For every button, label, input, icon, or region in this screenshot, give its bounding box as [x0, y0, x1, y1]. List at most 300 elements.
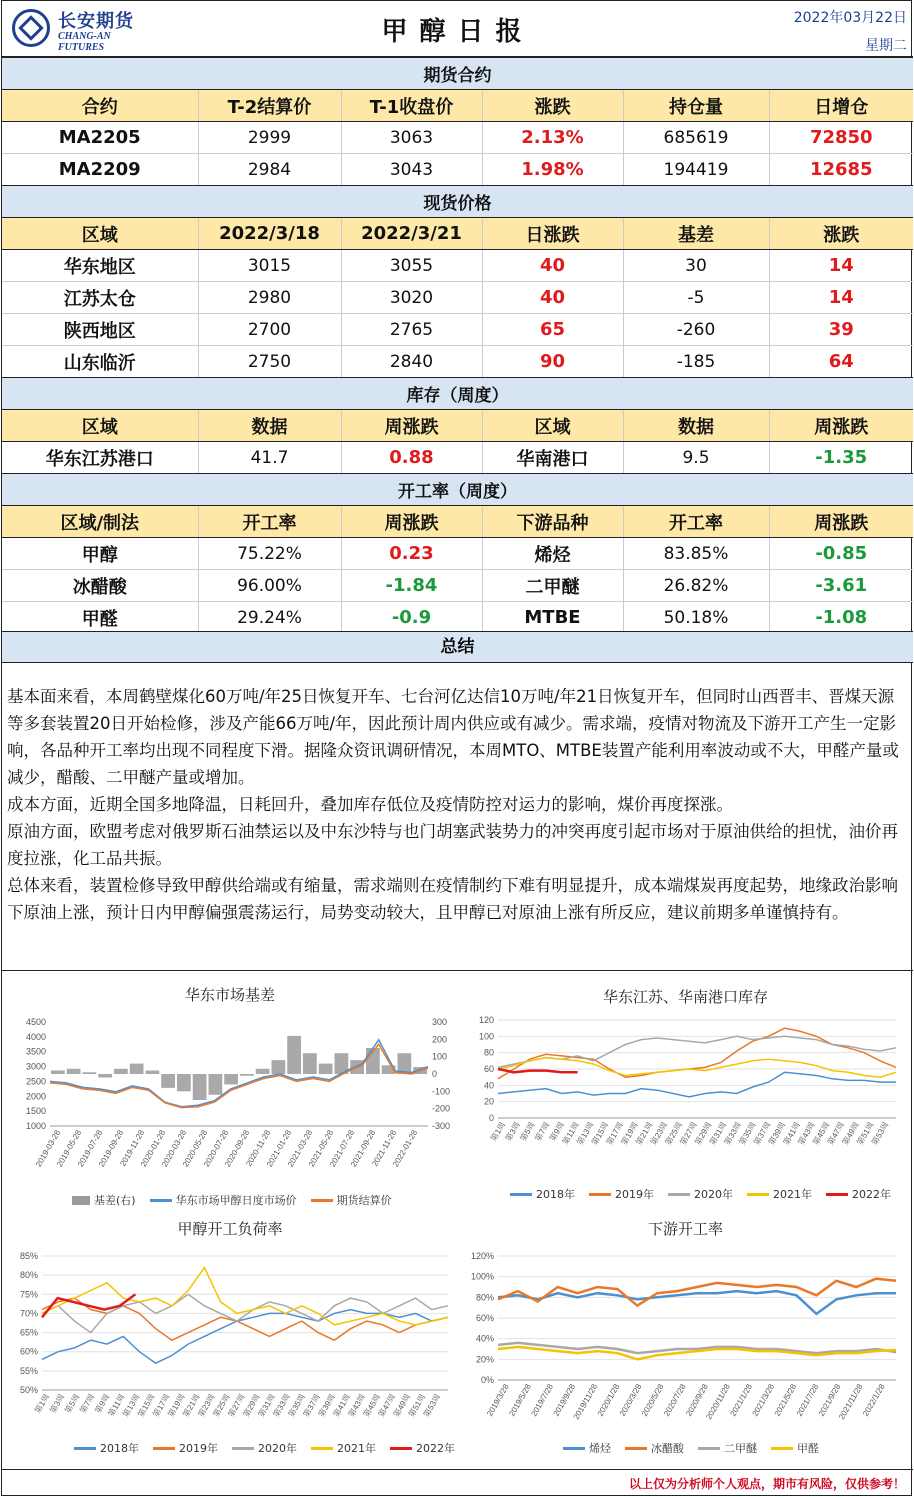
table-cell: 75.22%: [198, 538, 341, 570]
spot-header-row: [2, 218, 913, 250]
legend-item: 2018年: [74, 1440, 139, 1456]
y-tick-label: 55%: [19, 1365, 38, 1376]
change-cell: -1.08: [769, 602, 913, 634]
x-tick-label: 第51周: [855, 1120, 876, 1147]
x-tick-label: 第33周: [271, 1392, 292, 1419]
x-tick-label: 2019-07-28: [75, 1128, 105, 1169]
x-tick-label: 第5周: [63, 1392, 82, 1415]
table-cell: 26.82%: [623, 570, 769, 602]
basis-bar: [224, 1074, 238, 1084]
x-tick-label: 第47周: [376, 1392, 398, 1419]
basis-bar: [51, 1071, 65, 1074]
chart-title: 下游开工率: [647, 1220, 723, 1238]
table-cell: 2750: [198, 346, 341, 378]
y-tick-label: 3500: [25, 1046, 46, 1057]
table-cell: -5: [623, 282, 769, 314]
table-cell: 29.24%: [198, 602, 341, 634]
change-cell: 64: [769, 346, 913, 378]
x-tick-label: 2019/11/28: [571, 1382, 600, 1422]
x-tick-label: 2021/9/28: [816, 1382, 843, 1418]
x-tick-label: 第11周: [106, 1392, 127, 1419]
x-tick-label: 第29周: [241, 1392, 262, 1419]
y-tick-label: 20%: [475, 1354, 494, 1365]
y-tick-label: 80%: [475, 1292, 494, 1303]
y-tick-label: 60%: [19, 1346, 38, 1357]
table-cell: 2840: [341, 346, 482, 378]
basis-bar: [98, 1074, 112, 1077]
y-tick-label: 0%: [480, 1375, 494, 1385]
table-cell: 96.00%: [198, 570, 341, 602]
y-tick-label: 20: [483, 1096, 494, 1107]
chart-legend: [510, 1186, 891, 1202]
chart-title: 华东市场基差: [184, 986, 275, 1004]
y-tick-label: 75%: [19, 1289, 38, 1300]
region-name: 陕西地区: [2, 314, 198, 346]
table-cell: 3043: [341, 154, 482, 186]
legend-item: 2022年: [826, 1186, 891, 1202]
x-tick-label: 第15周: [590, 1120, 611, 1147]
basis-bar: [272, 1060, 286, 1074]
product-name: 甲醛: [2, 602, 198, 634]
basis-bar: [193, 1074, 207, 1100]
table-cell: 3063: [341, 122, 482, 154]
table-cell: 2700: [198, 314, 341, 346]
table-row: [2, 282, 913, 314]
x-tick-label: 第17周: [151, 1392, 172, 1419]
legend-item: 2020年: [232, 1440, 297, 1456]
table-row: [2, 570, 913, 602]
y-tick-label: 60%: [475, 1313, 494, 1323]
y-tick-label: 85%: [19, 1251, 38, 1261]
basis-bar: [130, 1064, 144, 1074]
x-tick-label: 第45周: [361, 1392, 383, 1419]
table-cell: 3020: [341, 282, 482, 314]
summary-paragraph: 原油方面，欧盟考虑对俄罗斯石油禁运以及中东沙特与也门胡塞武装势力的冲突再度引起市场对于原油供给的担忧，油价再度拉涨，化工品共振。: [7, 822, 898, 868]
region-name: 华东江苏港口: [2, 442, 198, 474]
x-tick-label: 2020-01-28: [138, 1128, 168, 1169]
operating-section-title: 开工率（周度）: [2, 474, 913, 506]
change-cell: 39: [769, 314, 913, 346]
col-header: T-2结算价: [198, 90, 341, 122]
y-right-tick-label: 0: [432, 1069, 438, 1079]
col-header: 涨跌: [769, 218, 913, 250]
x-tick-label: 第7周: [533, 1120, 552, 1143]
y-tick-label: 4500: [25, 1017, 46, 1027]
table-cell: 9.5: [623, 442, 769, 474]
change-cell: 14: [769, 250, 913, 282]
legend-item: 2022年: [390, 1440, 455, 1456]
x-tick-label: 第53周: [870, 1120, 891, 1147]
x-tick-label: 第53周: [421, 1392, 443, 1419]
y-tick-label: 0: [488, 1113, 494, 1123]
x-tick-label: 第21周: [181, 1392, 202, 1419]
x-tick-label: 2020/1/28: [595, 1382, 622, 1418]
x-tick-label: 第15周: [136, 1392, 157, 1419]
basis-bar: [161, 1074, 175, 1088]
x-tick-label: 第19周: [166, 1392, 187, 1419]
product-name: 冰醋酸: [2, 570, 198, 602]
legend-item: 2021年: [311, 1440, 376, 1456]
x-tick-label: 2021/1/28: [728, 1382, 755, 1418]
inventory-table: [2, 377, 913, 474]
table-row: [2, 122, 913, 154]
y-tick-label: 1000: [25, 1121, 46, 1131]
x-tick-label: 第31周: [707, 1120, 729, 1147]
table-cell: 2765: [341, 314, 482, 346]
basis-bar: [114, 1069, 128, 1074]
y-tick-label: 120%: [470, 1251, 494, 1261]
y-tick-label: 1500: [25, 1106, 46, 1117]
x-tick-label: 第25周: [211, 1392, 232, 1419]
x-tick-label: 2021-01-28: [264, 1128, 294, 1169]
x-tick-label: 2020/3/28: [617, 1382, 644, 1418]
table-cell: 41.7: [198, 442, 341, 474]
table-cell: 685619: [623, 122, 769, 154]
x-tick-label: 第49周: [391, 1392, 413, 1419]
x-tick-label: 2021/3/28: [750, 1382, 777, 1418]
col-header: 日增仓: [769, 90, 913, 122]
table-row: [2, 442, 913, 474]
series-line: [498, 1058, 896, 1078]
col-header: 周涨跌: [341, 410, 482, 442]
table-cell: 50.18%: [623, 602, 769, 634]
x-tick-label: 第11周: [560, 1120, 581, 1147]
table-row: [2, 314, 913, 346]
basis-bar: [287, 1036, 301, 1074]
change-cell: 14: [769, 282, 913, 314]
product-name: 烯烃: [482, 538, 623, 570]
table-row: [2, 154, 913, 186]
y-tick-label: 50%: [19, 1385, 38, 1395]
y-right-tick-label: -300: [432, 1121, 451, 1131]
legend-item: 冰醋酸: [625, 1440, 684, 1456]
legend-item: 2018年: [510, 1186, 575, 1202]
chart-legend: [74, 1440, 455, 1456]
x-tick-label: 第31周: [256, 1392, 277, 1419]
x-tick-label: 第45周: [811, 1120, 832, 1147]
table-cell: 2999: [198, 122, 341, 154]
downstream-operating-chart: [458, 1214, 913, 1466]
col-header: 数据: [623, 410, 769, 442]
product-name: MTBE: [482, 602, 623, 634]
chart-title: 华东江苏、华南港口库存: [602, 988, 768, 1006]
change-cell: -0.9: [341, 602, 482, 634]
chart-title: 甲醇开工负荷率: [177, 1220, 283, 1238]
change-cell: -3.61: [769, 570, 913, 602]
logo-en-text: CHANG-AN FUTURES: [58, 31, 111, 53]
col-header: 基差: [623, 218, 769, 250]
x-tick-label: 2021-05-28: [306, 1128, 336, 1169]
x-tick-label: 2019-09-28: [96, 1128, 126, 1169]
spot-section-title: 现货价格: [2, 186, 913, 218]
basis-chart: [2, 976, 458, 1214]
x-tick-label: 第37周: [752, 1120, 773, 1147]
futures-table: [2, 57, 913, 186]
table-row: [2, 346, 913, 378]
x-tick-label: 2020-11-28: [244, 1128, 273, 1168]
change-cell: -0.85: [769, 538, 913, 570]
logo-cn-text: 长安期货: [58, 11, 134, 32]
operating-header-row: [2, 506, 913, 538]
x-tick-label: 第3周: [48, 1392, 67, 1415]
change-cell: 40: [482, 282, 623, 314]
table-row: [2, 538, 913, 570]
methanol-operating-chart: [2, 1214, 458, 1466]
basis-bar: [303, 1053, 317, 1074]
legend-item: 2019年: [589, 1186, 654, 1202]
change-cell: 2.13%: [482, 122, 623, 154]
table-cell: 3015: [198, 250, 341, 282]
x-tick-label: 2020-09-28: [222, 1128, 252, 1169]
x-tick-label: 2019-05-28: [54, 1128, 84, 1169]
y-tick-label: 120: [478, 1015, 494, 1025]
x-tick-label: 2019-03-28: [33, 1128, 63, 1169]
x-tick-label: 第23周: [649, 1120, 670, 1147]
summary-paragraph: 基本面来看，本周鹤壁煤化60万吨/年25日恢复开车、七台河亿达信10万吨/年21日恢复开车，但同时山西晋丰、晋煤天源等多套装置20日开始检修，涉及产能66万吨/年，因此预计周内供应或有减少。需求端，疫情对物流及下游开工产生一定影响，各品种开工率均出现不同程度下滑。据隆众资讯调研情况，本周MTO、MTBE装置产能利用率波动或不大，甲醛产量或减少，醋酸、二甲醚产量或增加。: [7, 687, 899, 787]
y-right-tick-label: 300: [432, 1017, 448, 1027]
contract-name: MA2205: [2, 122, 198, 154]
basis-chart-plot: [2, 1006, 458, 1206]
change-cell: 1.98%: [482, 154, 623, 186]
region-name: 江苏太仓: [2, 282, 198, 314]
series-line: [498, 1072, 896, 1097]
inventory-section-title: 库存（周度）: [2, 378, 913, 410]
x-tick-label: 2021-07-28: [327, 1128, 357, 1169]
y-tick-label: 4000: [25, 1031, 46, 1042]
contract-name: MA2209: [2, 154, 198, 186]
x-tick-label: 第43周: [796, 1120, 817, 1147]
table-cell: -260: [623, 314, 769, 346]
basis-bar: [240, 1074, 254, 1076]
change-cell: 65: [482, 314, 623, 346]
x-tick-label: 第21周: [634, 1120, 655, 1147]
x-tick-label: 第41周: [331, 1392, 352, 1419]
x-tick-label: 2021/11/28: [837, 1382, 865, 1422]
x-tick-label: 第51周: [406, 1392, 428, 1419]
legend-item: 2019年: [153, 1440, 218, 1456]
x-tick-label: 2020/9/28: [684, 1382, 710, 1418]
x-tick-label: 2021/7/28: [794, 1382, 821, 1418]
x-tick-label: 2020/11/28: [704, 1382, 732, 1422]
report-date: 2022年03月22日: [793, 10, 907, 26]
summary-paragraph: 成本方面，近期全国多地降温，日耗回升，叠加库存低位及疫情防控对运力的影响，煤价再度探涨。: [7, 795, 733, 814]
x-tick-label: 第3周: [503, 1120, 522, 1143]
col-header: T-1收盘价: [341, 90, 482, 122]
x-tick-label: 第1周: [33, 1392, 52, 1415]
x-tick-label: 2019/9/28: [551, 1382, 578, 1418]
inventory-header-row: [2, 410, 913, 442]
change-cell: 40: [482, 250, 623, 282]
table-cell: 30: [623, 250, 769, 282]
col-header: 2022/3/18: [198, 218, 341, 250]
change-cell: -1.84: [341, 570, 482, 602]
x-tick-label: 第25周: [663, 1120, 684, 1147]
col-header: 区域: [2, 410, 198, 442]
x-tick-label: 第37周: [301, 1392, 322, 1419]
y-right-tick-label: 100: [432, 1051, 448, 1062]
y-tick-label: 40: [483, 1080, 494, 1091]
region-name: 山东临沂: [2, 346, 198, 378]
x-tick-label: 2021/5/28: [772, 1382, 799, 1418]
report-frame: [1, 0, 912, 1496]
x-tick-label: 第17周: [604, 1120, 626, 1147]
inventory-chart-plot: [458, 1008, 913, 1198]
basis-bar: [319, 1064, 333, 1074]
x-tick-label: 2019-11-28: [118, 1128, 147, 1168]
basis-bar: [256, 1069, 270, 1074]
x-tick-label: 2020-03-28: [159, 1128, 189, 1169]
legend-item: 基差(右): [72, 1192, 136, 1208]
col-header: 下游品种: [482, 506, 623, 538]
summary-section-title: 总结: [2, 631, 913, 663]
y-right-tick-label: 200: [432, 1034, 448, 1045]
y-right-tick-label: -200: [432, 1103, 451, 1114]
table-cell: 2984: [198, 154, 341, 186]
x-tick-label: 第39周: [316, 1392, 337, 1419]
x-tick-label: 第41周: [781, 1120, 802, 1147]
report-weekday: 星期二: [865, 38, 907, 54]
col-header: 周涨跌: [769, 506, 913, 538]
col-header: 日涨跌: [482, 218, 623, 250]
report-header: [2, 1, 913, 57]
x-tick-label: 2021-03-28: [285, 1128, 315, 1169]
chart-legend: [72, 1192, 392, 1208]
report-title: 甲醇日报: [381, 17, 534, 47]
legend-item: 2021年: [747, 1186, 812, 1202]
x-tick-label: 第19周: [619, 1120, 640, 1147]
legend-item: 2020年: [668, 1186, 733, 1202]
x-tick-label: 2019/5/28: [507, 1382, 533, 1418]
y-tick-label: 3000: [25, 1061, 46, 1072]
change-cell: 72850: [769, 122, 913, 154]
spot-table: [2, 185, 913, 378]
table-cell: 83.85%: [623, 538, 769, 570]
x-tick-label: 第9周: [93, 1392, 112, 1415]
y-tick-label: 65%: [19, 1327, 38, 1338]
basis-bar: [209, 1074, 223, 1095]
x-tick-label: 2020/5/28: [639, 1382, 666, 1418]
y-tick-label: 80%: [19, 1270, 38, 1281]
x-tick-label: 第43周: [346, 1392, 368, 1419]
basis-bar: [146, 1071, 160, 1074]
table-cell: -185: [623, 346, 769, 378]
legend-item: 甲醛: [771, 1440, 819, 1456]
y-tick-label: 70%: [19, 1308, 38, 1319]
change-cell: -1.35: [769, 442, 913, 474]
legend-item: 烯烃: [563, 1440, 611, 1456]
legend-item: 二甲醚: [698, 1440, 757, 1456]
x-tick-label: 2021-09-28: [348, 1128, 378, 1169]
x-tick-label: 2020/7/28: [662, 1382, 688, 1418]
change-cell: 12685: [769, 154, 913, 186]
x-tick-label: 2019/7/28: [529, 1382, 556, 1418]
futures-section-title: 期货合约: [2, 58, 913, 90]
table-row: [2, 250, 913, 282]
summary-paragraph: 总体来看，装置检修导致甲醇供给端或有缩量，需求端则在疫情制约下难有明显提升，成本端煤炭再度起势，地缘政治影响下原油上涨，预计日内甲醇偏强震荡运行，局势变动较大，且甲醇已对原油上涨有所反应，建议前期多单谨慎持有。: [7, 876, 898, 922]
x-tick-label: 第13周: [121, 1392, 142, 1419]
basis-bar: [67, 1069, 81, 1074]
x-tick-label: 第1周: [489, 1120, 508, 1143]
futures-header-row: [2, 90, 913, 122]
x-tick-label: 第49周: [840, 1120, 861, 1147]
x-tick-label: 2020-05-28: [180, 1128, 210, 1169]
product-name: 二甲醚: [482, 570, 623, 602]
x-tick-label: 第5周: [518, 1120, 537, 1143]
col-header: 区域/制法: [2, 506, 198, 538]
y-tick-label: 2000: [25, 1091, 46, 1102]
inventory-chart: [458, 976, 913, 1214]
series-line: [42, 1268, 448, 1325]
x-tick-label: 第9周: [548, 1120, 567, 1143]
series-line: [498, 1036, 896, 1067]
region-name: 华东地区: [2, 250, 198, 282]
col-header: 周涨跌: [769, 410, 913, 442]
downstream-operating-chart-plot: [458, 1240, 913, 1440]
col-header: 开工率: [198, 506, 341, 538]
y-tick-label: 80: [483, 1047, 494, 1058]
change-cell: 90: [482, 346, 623, 378]
legend-item: 期货结算价: [311, 1192, 392, 1208]
table-cell: 194419: [623, 154, 769, 186]
methanol-operating-chart-plot: [2, 1240, 458, 1440]
basis-bar: [177, 1074, 191, 1091]
col-header: 周涨跌: [341, 506, 482, 538]
col-header: 数据: [198, 410, 341, 442]
basis-bar: [83, 1072, 97, 1074]
x-tick-label: 第33周: [722, 1120, 743, 1147]
product-name: 甲醇: [2, 538, 198, 570]
col-header: 合约: [2, 90, 198, 122]
x-tick-label: 第7周: [78, 1392, 97, 1415]
x-tick-label: 第35周: [737, 1120, 758, 1147]
x-tick-label: 第27周: [226, 1392, 247, 1419]
col-header: 涨跌: [482, 90, 623, 122]
y-right-tick-label: -100: [432, 1086, 451, 1097]
table-cell: 3055: [341, 250, 482, 282]
x-tick-label: 第47周: [825, 1120, 847, 1147]
chart-legend: [563, 1440, 819, 1456]
col-header: 开工率: [623, 506, 769, 538]
x-tick-label: 第29周: [693, 1120, 714, 1147]
table-row: [2, 602, 913, 634]
x-tick-label: 第35周: [286, 1392, 307, 1419]
x-tick-label: 第39周: [766, 1120, 788, 1147]
change-cell: 0.23: [341, 538, 482, 570]
y-tick-label: 2500: [25, 1076, 46, 1087]
x-tick-label: 2021-11-28: [370, 1128, 399, 1168]
x-tick-label: 第27周: [678, 1120, 699, 1147]
y-tick-label: 40%: [475, 1333, 494, 1344]
x-tick-label: 第23周: [196, 1392, 217, 1419]
operating-table: [2, 473, 913, 634]
col-header: 2022/3/21: [341, 218, 482, 250]
x-tick-label: 第13周: [575, 1120, 596, 1147]
col-header: 区域: [482, 410, 623, 442]
x-tick-label: 2019/3/28: [485, 1382, 511, 1418]
col-header: 持仓量: [623, 90, 769, 122]
table-cell: 2980: [198, 282, 341, 314]
col-header: 区域: [2, 218, 198, 250]
x-tick-label: 2022/1/28: [861, 1382, 887, 1418]
region-name: 华南港口: [482, 442, 623, 474]
x-tick-label: 2022-01-28: [390, 1128, 420, 1169]
change-cell: 0.88: [341, 442, 482, 474]
y-tick-label: 100%: [470, 1271, 494, 1282]
summary-text: [2, 663, 913, 971]
y-tick-label: 100: [478, 1031, 494, 1042]
disclaimer-footer: 以上仅为分析师个人观点，期市有风险，仅供参考！: [2, 1469, 913, 1497]
y-tick-label: 60: [483, 1064, 494, 1074]
